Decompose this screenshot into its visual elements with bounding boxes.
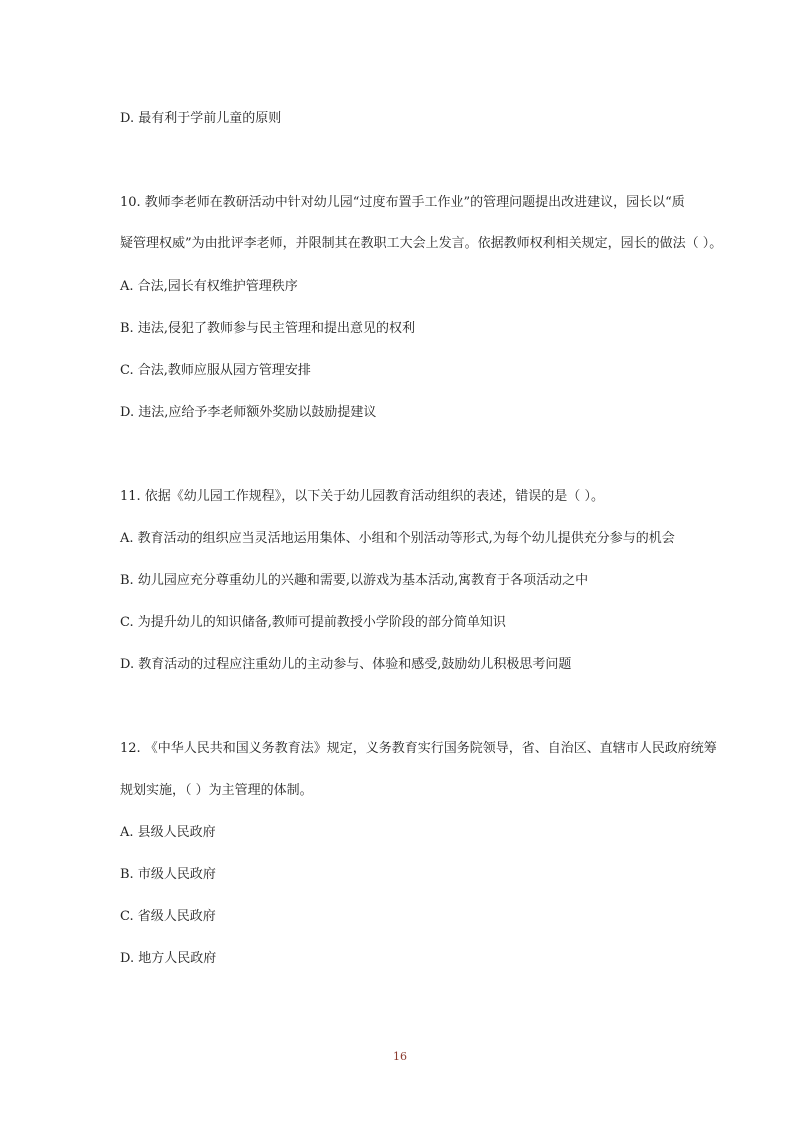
q10-option-c: C. 合法,教师应服从园方管理安排 [120,363,311,378]
q12-stem-line-1: 12. 《中华人民共和国义务教育法》规定，义务教育实行国务院领导，省、自治区、直辖市人民政府统筹 [120,741,717,756]
q12-option-c: C. 省级人民政府 [120,909,216,924]
q10-stem-line-1: 10. 教师李老师在教研活动中针对幼儿园“过度布置手工作业”的管理问题提出改进建议，园长以“质 [120,195,685,210]
q11-option-c: C. 为提升幼儿的知识储备,教师可提前教授小学阶段的部分简单知识 [120,615,506,630]
page-number: 16 [393,1050,407,1063]
q12-option-d: D. 地方人民政府 [120,951,217,966]
q12-option-a: A. 县级人民政府 [120,825,216,840]
q12-option-b: B. 市级人民政府 [120,867,216,882]
q11-option-a: A. 教育活动的组织应当灵活地运用集体、小组和个别活动等形式,为每个幼儿提供充分参与的机会 [120,531,675,546]
q11-option-b: B. 幼儿园应充分尊重幼儿的兴趣和需要,以游戏为基本活动,寓教育于各项活动之中 [120,573,589,588]
q10-stem-line-2: 疑管理权威”为由批评李老师，并限制其在教职工大会上发言。依据教师权利相关规定，园长的做法（ ）。 [120,236,723,251]
q9-option-d: D. 最有利于学前儿童的原则 [120,111,282,126]
q11-option-d: D. 教育活动的过程应注重幼儿的主动参与、体验和感受,鼓励幼儿积极思考问题 [120,657,572,672]
q12-stem-line-2: 规划实施，（ ）为主管理的体制。 [120,783,313,798]
q10-option-d: D. 违法,应给予李老师额外奖励以鼓励提建议 [120,405,377,420]
q10-option-a: A. 合法,园长有权维护管理秩序 [120,279,298,294]
q11-stem: 11. 依据《幼儿园工作规程》，以下关于幼儿园教育活动组织的表述，错误的是（ ）。 [120,489,604,504]
q10-option-b: B. 违法,侵犯了教师参与民主管理和提出意见的权利 [120,321,415,336]
